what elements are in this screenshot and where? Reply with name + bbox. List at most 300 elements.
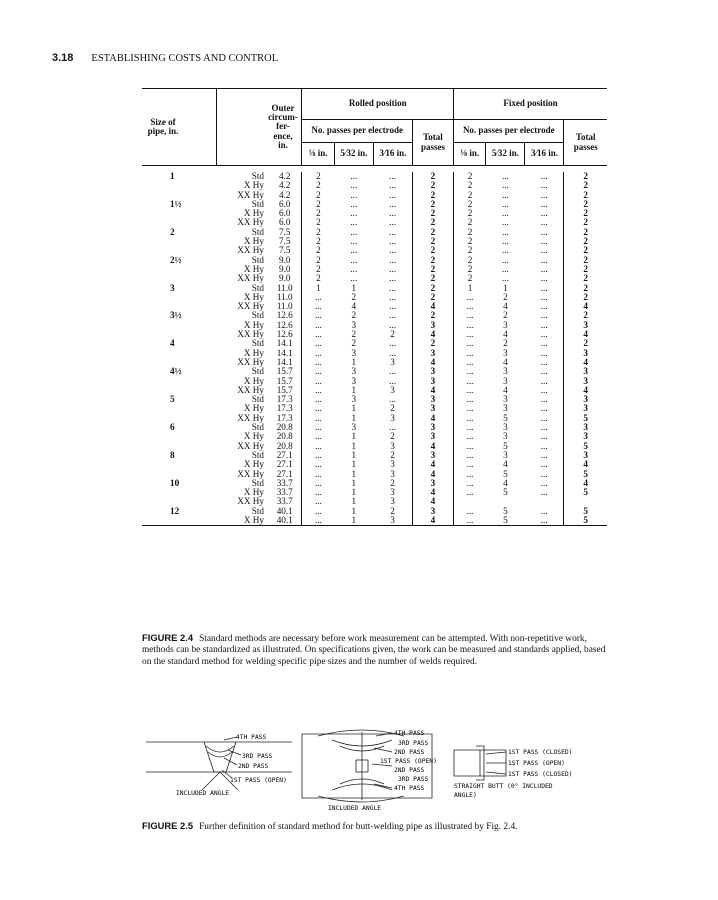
table-row xyxy=(142,358,607,367)
right-label-1st-open: 1ST PASS (OPEN) xyxy=(508,760,565,767)
cell-fixed-3-16: ... xyxy=(540,171,548,181)
cell-rolled-1-8: ... xyxy=(302,358,334,367)
cell-fixed-1-8: ... xyxy=(454,330,486,339)
cell-fixed-3-16: ... xyxy=(540,412,548,423)
table-row xyxy=(142,516,607,526)
cell-fixed-5-32: 5 xyxy=(503,412,508,423)
cell-fixed-1-8: ... xyxy=(454,451,486,460)
cell-rolled-3-16: ... xyxy=(389,254,397,265)
cell-grade: Std xyxy=(251,226,264,237)
cell-fixed-total: 2 xyxy=(564,228,607,237)
cell-fixed-5-32: 5 xyxy=(503,487,508,498)
cell-outer-circumference: 40.1 xyxy=(276,505,293,516)
cell-rolled-5-32: 1 xyxy=(351,282,357,293)
table-row xyxy=(142,377,607,386)
cell-outer-circumference: 20.8 xyxy=(276,431,293,442)
cell-rolled-1-8: ... xyxy=(302,497,334,506)
cell-fixed-total: 4 xyxy=(564,479,607,488)
cell-rolled-total: 2 xyxy=(412,209,453,218)
table-row xyxy=(142,414,607,423)
cell-size: 2 xyxy=(170,226,175,237)
figure-2-5-text: Further definition of standard method for butt-welding pipe as illustrated by Fig. 2.4. xyxy=(199,822,518,832)
rolled-electrode-3-16: 3⁄16 in. xyxy=(373,143,412,166)
cell-rolled-3-16: 2 xyxy=(390,505,395,516)
cell-fixed-1-8: ... xyxy=(454,395,486,404)
cell-rolled-5-32: 3 xyxy=(351,319,357,330)
cell-rolled-3-16: 2 xyxy=(390,477,395,488)
cell-grade: X Hy xyxy=(243,487,264,498)
cell-rolled-3-16: 3 xyxy=(390,487,395,498)
cell-fixed-1-8: ... xyxy=(454,460,486,469)
cell-outer-circumference: 4.2 xyxy=(278,180,291,191)
cell-fixed-total: 3 xyxy=(564,432,607,441)
cell-rolled-5-32: 1 xyxy=(351,384,357,395)
cell-size xyxy=(142,442,216,451)
table-row xyxy=(142,404,607,413)
cell-rolled-total: 2 xyxy=(412,228,453,237)
fixed-electrode-1-8: ⅛ in. xyxy=(454,143,486,166)
cell-rolled-1-8: ... xyxy=(302,339,334,348)
figure-2-4-text: Standard methods are necessary before work measurement can be attempted. With non-repetitive work, methods can be standardized as illustrated. On specifications given, the work can be measured and standards applied, based on the standard method for welding specific pipe sizes and the number of welds required. xyxy=(142,634,606,667)
cell-fixed-total: 5 xyxy=(564,488,607,497)
cell-grade: X Hy xyxy=(243,208,264,219)
cell-grade: X Hy xyxy=(243,431,264,442)
table-row xyxy=(142,507,607,516)
cell-rolled-5-32: 1 xyxy=(351,449,357,460)
cell-rolled-1-8: ... xyxy=(302,507,334,516)
cell-rolled-1-8: ... xyxy=(302,470,334,479)
cell-outer-circumference: 33.7 xyxy=(276,496,293,507)
right-label-1st-closed-top: 1ST PASS (CLOSED) xyxy=(508,749,573,756)
cell-rolled-5-32: 3 xyxy=(351,394,357,405)
cell-grade: X Hy xyxy=(243,514,264,525)
cell-rolled-1-8: 2 xyxy=(302,256,334,265)
cell-rolled-1-8: ... xyxy=(302,330,334,339)
cell-fixed-5-32: 4 xyxy=(503,329,508,340)
right-label-angle: ANGLE) xyxy=(454,792,477,799)
cell-outer-circumference: 33.7 xyxy=(276,487,293,498)
cell-rolled-5-32: ... xyxy=(350,171,358,181)
weld-diagram-svg xyxy=(142,728,608,814)
cell-size xyxy=(142,404,216,413)
cell-size xyxy=(142,377,216,386)
rolled-electrode-5-32: 5⁄32 in. xyxy=(334,143,373,166)
cell-fixed-3-16: ... xyxy=(540,310,548,321)
cell-rolled-total: 2 xyxy=(412,200,453,209)
cell-grade: X Hy xyxy=(243,319,264,330)
cell-fixed-total: 3 xyxy=(564,321,607,330)
cell-outer-circumference: 9.0 xyxy=(278,254,291,265)
cell-fixed-3-16: ... xyxy=(540,487,548,498)
cell-fixed-total: 5 xyxy=(564,516,607,526)
cell-fixed-1-8: 2 xyxy=(454,181,486,190)
mid-label-3rd-pass-bottom: 3RD PASS xyxy=(398,776,429,783)
cell-fixed-total: 3 xyxy=(564,349,607,358)
cell-rolled-5-32: 1 xyxy=(351,431,357,442)
cell-fixed-3-16: ... xyxy=(540,273,548,284)
cell-grade: X Hy xyxy=(243,347,264,358)
cell-rolled-3-16: ... xyxy=(389,217,397,228)
cell-grade: XX Hy xyxy=(237,245,264,256)
cell-fixed-total: 3 xyxy=(564,404,607,413)
cell-fixed-5-32: ... xyxy=(501,198,509,209)
straight-butt-weld-drawing xyxy=(454,746,506,780)
cell-outer-circumference: 11.0 xyxy=(276,291,293,302)
table-body xyxy=(142,172,607,526)
cell-outer-circumference: 33.7 xyxy=(276,477,293,488)
cell-rolled-total: 4 xyxy=(412,470,453,479)
fixed-passes-per-electrode: No. passes per electrode xyxy=(454,120,564,143)
cell-fixed-5-32: 4 xyxy=(503,477,508,488)
cell-size xyxy=(142,516,216,526)
cell-fixed-5-32: 2 xyxy=(503,291,508,302)
cell-size xyxy=(142,218,216,227)
cell-rolled-3-16: ... xyxy=(389,226,397,237)
table-row xyxy=(142,497,607,506)
cell-outer-circumference: 15.7 xyxy=(276,384,293,395)
cell-grade: Std xyxy=(251,198,264,209)
cell-grade: X Hy xyxy=(243,180,264,191)
cell-fixed-total: 2 xyxy=(564,181,607,190)
cell-fixed-total: 2 xyxy=(564,218,607,227)
cell-fixed-total: 4 xyxy=(564,358,607,367)
cell-fixed-3-16: ... xyxy=(540,384,548,395)
cell-rolled-1-8: ... xyxy=(302,386,334,395)
cell-rolled-total: 4 xyxy=(412,302,453,311)
cell-outer-circumference: 14.1 xyxy=(276,347,293,358)
cell-outer-circumference: 4.2 xyxy=(278,171,291,181)
cell-fixed-1-8: ... xyxy=(454,488,486,497)
cell-fixed-5-32: ... xyxy=(501,245,509,256)
cell-rolled-1-8: ... xyxy=(302,516,334,526)
cell-fixed-1-8: 2 xyxy=(454,265,486,274)
cell-rolled-3-16: ... xyxy=(389,301,397,312)
table-row xyxy=(142,246,607,255)
cell-fixed-1-8: 2 xyxy=(454,218,486,227)
cell-rolled-5-32: ... xyxy=(350,273,358,284)
cell-fixed-3-16: ... xyxy=(540,347,548,358)
cell-rolled-3-16: ... xyxy=(389,375,397,386)
cell-rolled-3-16: ... xyxy=(389,208,397,219)
cell-rolled-1-8: 2 xyxy=(302,191,334,200)
cell-fixed-5-32: 5 xyxy=(503,468,508,479)
cell-fixed-5-32: 3 xyxy=(503,319,508,330)
cell-rolled-total: 4 xyxy=(412,414,453,423)
cell-fixed-3-16: ... xyxy=(540,301,548,312)
cell-fixed-3-16: ... xyxy=(540,403,548,414)
table-row xyxy=(142,209,607,218)
cell-fixed-total: 2 xyxy=(564,209,607,218)
cell-size xyxy=(142,237,216,246)
butt-weld-diagram xyxy=(142,728,608,814)
cell-fixed-1-8: ... xyxy=(454,321,486,330)
cell-rolled-3-16: ... xyxy=(389,366,397,377)
cell-rolled-1-8: ... xyxy=(302,488,334,497)
cell-rolled-total: 2 xyxy=(412,265,453,274)
cell-grade: X Hy xyxy=(243,291,264,302)
cell-fixed-total: 2 xyxy=(564,311,607,320)
cell-fixed-total: 2 xyxy=(564,246,607,255)
cell-fixed-5-32: ... xyxy=(501,263,509,274)
cell-outer-circumference: 17.3 xyxy=(276,394,293,405)
cell-outer-circumference: 17.3 xyxy=(276,412,293,423)
fixed-total-header: Total passes xyxy=(564,120,607,166)
cell-fixed-total: 2 xyxy=(564,339,607,348)
cell-rolled-total: 3 xyxy=(412,423,453,432)
cell-rolled-5-32: 3 xyxy=(351,375,357,386)
cell-fixed-5-32: 2 xyxy=(503,338,508,349)
cell-rolled-5-32: 1 xyxy=(351,412,357,423)
cell-grade: Std xyxy=(251,310,264,321)
cell-fixed-total: 3 xyxy=(564,451,607,460)
cell-rolled-1-8: 2 xyxy=(302,218,334,227)
cell-fixed-5-32: ... xyxy=(501,273,509,284)
cell-fixed-total: 2 xyxy=(564,293,607,302)
cell-fixed-total: 5 xyxy=(564,470,607,479)
cell-outer-circumference: 15.7 xyxy=(276,366,293,377)
cell-fixed-1-8: ... xyxy=(454,404,486,413)
cell-fixed-total: 5 xyxy=(564,414,607,423)
col-grade-header xyxy=(216,89,268,166)
cell-rolled-1-8: ... xyxy=(302,460,334,469)
table-row xyxy=(142,367,607,376)
cell-outer-circumference: 14.1 xyxy=(276,356,293,367)
cell-rolled-1-8: 2 xyxy=(302,209,334,218)
cell-fixed-total: 2 xyxy=(564,200,607,209)
mid-label-2nd-pass-top: 2ND PASS xyxy=(394,749,425,756)
cell-fixed-3-16: ... xyxy=(540,226,548,237)
cell-fixed-total: 2 xyxy=(564,256,607,265)
cell-fixed-3-16: ... xyxy=(540,217,548,228)
cell-rolled-3-16: 2 xyxy=(390,431,395,442)
cell-rolled-1-8: ... xyxy=(302,423,334,432)
cell-fixed-3-16: ... xyxy=(540,180,548,191)
table-row xyxy=(142,479,607,488)
cell-fixed-1-8: ... xyxy=(454,414,486,423)
cell-fixed-3-16: ... xyxy=(540,468,548,479)
cell-grade: X Hy xyxy=(243,263,264,274)
cell-rolled-1-8: ... xyxy=(302,442,334,451)
cell-rolled-total: 4 xyxy=(412,460,453,469)
cell-rolled-5-32: ... xyxy=(350,180,358,191)
table-row xyxy=(142,293,607,302)
table-row xyxy=(142,191,607,200)
cell-rolled-3-16: 3 xyxy=(390,412,395,423)
cell-rolled-3-16: ... xyxy=(389,263,397,274)
cell-rolled-1-8: 2 xyxy=(302,200,334,209)
cell-size: 1 xyxy=(170,171,175,181)
cell-fixed-3-16: ... xyxy=(540,198,548,209)
cell-fixed-1-8: ... xyxy=(454,367,486,376)
cell-rolled-1-8: ... xyxy=(302,321,334,330)
cell-fixed-1-8: ... xyxy=(454,507,486,516)
mid-label-2nd-pass-bottom: 2ND PASS xyxy=(394,767,425,774)
cell-outer-circumference: 6.0 xyxy=(278,198,291,209)
cell-rolled-3-16: ... xyxy=(389,394,397,405)
cell-rolled-total: 4 xyxy=(412,516,453,526)
table-row xyxy=(142,451,607,460)
cell-fixed-3-16: ... xyxy=(540,291,548,302)
cell-size: 3½ xyxy=(170,310,182,321)
cell-rolled-total: 2 xyxy=(412,181,453,190)
table-row xyxy=(142,302,607,311)
cell-outer-circumference: 27.1 xyxy=(276,459,293,470)
cell-fixed-1-8: 2 xyxy=(454,256,486,265)
cell-outer-circumference: 17.3 xyxy=(276,403,293,414)
cell-grade: Std xyxy=(251,366,264,377)
cell-size xyxy=(142,386,216,395)
cell-grade: Std xyxy=(251,338,264,349)
rolled-electrode-1-8: ⅛ in. xyxy=(302,143,334,166)
cell-rolled-1-8: ... xyxy=(302,451,334,460)
cell-grade: XX Hy xyxy=(237,496,264,507)
table-row xyxy=(142,339,607,348)
cell-rolled-5-32: 2 xyxy=(351,291,357,302)
cell-fixed-5-32: 3 xyxy=(503,431,508,442)
cell-size xyxy=(142,209,216,218)
cell-fixed-5-32: 3 xyxy=(503,394,508,405)
cell-rolled-3-16: ... xyxy=(389,319,397,330)
cell-fixed-5-32: 3 xyxy=(503,375,508,386)
cell-fixed-total: 5 xyxy=(564,507,607,516)
table-row xyxy=(142,284,607,293)
cell-outer-circumference: 14.1 xyxy=(276,338,293,349)
cell-rolled-1-8: 2 xyxy=(302,274,334,283)
cell-grade: XX Hy xyxy=(237,468,264,479)
cell-rolled-1-8: ... xyxy=(302,432,334,441)
cell-rolled-1-8: 2 xyxy=(302,181,334,190)
cell-rolled-3-16: ... xyxy=(389,273,397,284)
cell-fixed-3-16: ... xyxy=(540,431,548,442)
cell-fixed-3-16: ... xyxy=(540,449,548,460)
cell-rolled-3-16: 2 xyxy=(390,403,395,414)
cell-fixed-3-16: ... xyxy=(540,254,548,265)
cell-rolled-total: 3 xyxy=(412,404,453,413)
cell-fixed-3-16: ... xyxy=(540,422,548,433)
table-row xyxy=(142,395,607,404)
table-row xyxy=(142,432,607,441)
cell-size xyxy=(142,432,216,441)
cell-fixed-1-8: 2 xyxy=(454,191,486,200)
cell-outer-circumference: 7.5 xyxy=(278,245,291,256)
cell-rolled-1-8: ... xyxy=(302,479,334,488)
cell-rolled-5-32: ... xyxy=(350,263,358,274)
cell-fixed-5-32: 3 xyxy=(503,449,508,460)
cell-grade: X Hy xyxy=(243,236,264,247)
cell-fixed-total: 4 xyxy=(564,302,607,311)
cell-outer-circumference: 40.1 xyxy=(276,514,293,525)
cell-rolled-5-32: 1 xyxy=(351,477,357,488)
cell-outer-circumference: 7.5 xyxy=(278,226,291,237)
table-row xyxy=(142,237,607,246)
cell-rolled-3-16: ... xyxy=(389,245,397,256)
table-row xyxy=(142,442,607,451)
fixed-electrode-5-32: 5⁄32 in. xyxy=(486,143,525,166)
cell-fixed-1-8: ... xyxy=(454,423,486,432)
right-label-1st-closed-bottom: 1ST PASS (CLOSED) xyxy=(508,771,573,778)
cell-rolled-5-32: 1 xyxy=(351,487,357,498)
cell-rolled-5-32: ... xyxy=(350,208,358,219)
cell-rolled-1-8: ... xyxy=(302,311,334,320)
cell-outer-circumference: 4.2 xyxy=(278,189,291,200)
table-row xyxy=(142,470,607,479)
cell-rolled-1-8: ... xyxy=(302,414,334,423)
cell-size xyxy=(142,265,216,274)
cell-grade: XX Hy xyxy=(237,273,264,284)
cell-fixed-3-16: ... xyxy=(540,208,548,219)
cell-fixed-5-32: ... xyxy=(501,236,509,247)
cell-size xyxy=(142,321,216,330)
cell-grade: X Hy xyxy=(243,375,264,386)
cell-fixed-1-8: 2 xyxy=(454,172,486,181)
cell-grade: Std xyxy=(251,254,264,265)
cell-rolled-1-8: ... xyxy=(302,377,334,386)
rolled-passes-per-electrode: No. passes per electrode xyxy=(302,120,412,143)
cell-fixed-1-8: ... xyxy=(454,386,486,395)
cell-fixed-total: 2 xyxy=(564,237,607,246)
cell-fixed-1-8: 2 xyxy=(454,209,486,218)
cell-fixed-1-8: ... xyxy=(454,293,486,302)
cell-rolled-total: 2 xyxy=(412,218,453,227)
cell-fixed-5-32: ... xyxy=(501,180,509,191)
figure-2-5-caption xyxy=(142,820,608,833)
cell-rolled-3-16: 3 xyxy=(390,459,395,470)
cell-fixed-1-8: ... xyxy=(454,479,486,488)
rolled-position-header: Rolled position xyxy=(302,89,454,120)
cell-fixed-3-16: ... xyxy=(540,440,548,451)
cell-rolled-1-8: 2 xyxy=(302,172,334,181)
cell-rolled-1-8: ... xyxy=(302,404,334,413)
cell-size: 4 xyxy=(170,338,175,349)
cell-rolled-5-32: 1 xyxy=(351,505,357,516)
fixed-position-header: Fixed position xyxy=(454,89,607,120)
cell-fixed-5-32: ... xyxy=(501,226,509,237)
page-number: 3.18 xyxy=(52,52,74,64)
cell-grade: XX Hy xyxy=(237,384,264,395)
cell-outer-circumference: 12.6 xyxy=(276,329,293,340)
cell-fixed-5-32: 3 xyxy=(503,347,508,358)
left-label-included-angle: INCLUDED ANGLE xyxy=(176,790,230,797)
cell-rolled-5-32: 1 xyxy=(351,356,357,367)
table-row xyxy=(142,228,607,237)
figure-2-4-label: FIGURE 2.4 xyxy=(142,632,194,643)
mid-label-1st-pass: 1ST PASS (OPEN) xyxy=(380,758,437,765)
cell-grade: Std xyxy=(251,449,264,460)
cell-fixed-5-32: 5 xyxy=(503,505,508,516)
left-label-1st-pass: 1ST PASS (OPEN) xyxy=(230,777,287,784)
cell-size xyxy=(142,488,216,497)
cell-outer-circumference: 11.0 xyxy=(276,301,293,312)
cell-rolled-total: 4 xyxy=(412,358,453,367)
cell-rolled-3-16: ... xyxy=(389,291,397,302)
cell-rolled-total: 2 xyxy=(412,339,453,348)
cell-fixed-1-8: 2 xyxy=(454,228,486,237)
cell-rolled-3-16: 3 xyxy=(390,496,395,507)
cell-rolled-total: 4 xyxy=(412,330,453,339)
cell-rolled-3-16: 3 xyxy=(390,440,395,451)
running-title: ESTABLISHING COSTS AND CONTROL xyxy=(91,53,279,64)
cell-fixed-3-16: ... xyxy=(540,477,548,488)
cell-fixed-1-8: 2 xyxy=(454,246,486,255)
cell-rolled-total: 2 xyxy=(412,172,453,181)
cell-size: 12 xyxy=(170,505,180,516)
figure-2-4-caption xyxy=(142,632,608,668)
cell-rolled-total: 4 xyxy=(412,497,453,506)
cell-grade: Std xyxy=(251,477,264,488)
table-row xyxy=(142,218,607,227)
cell-rolled-1-8: ... xyxy=(302,302,334,311)
cell-rolled-5-32: 1 xyxy=(351,403,357,414)
